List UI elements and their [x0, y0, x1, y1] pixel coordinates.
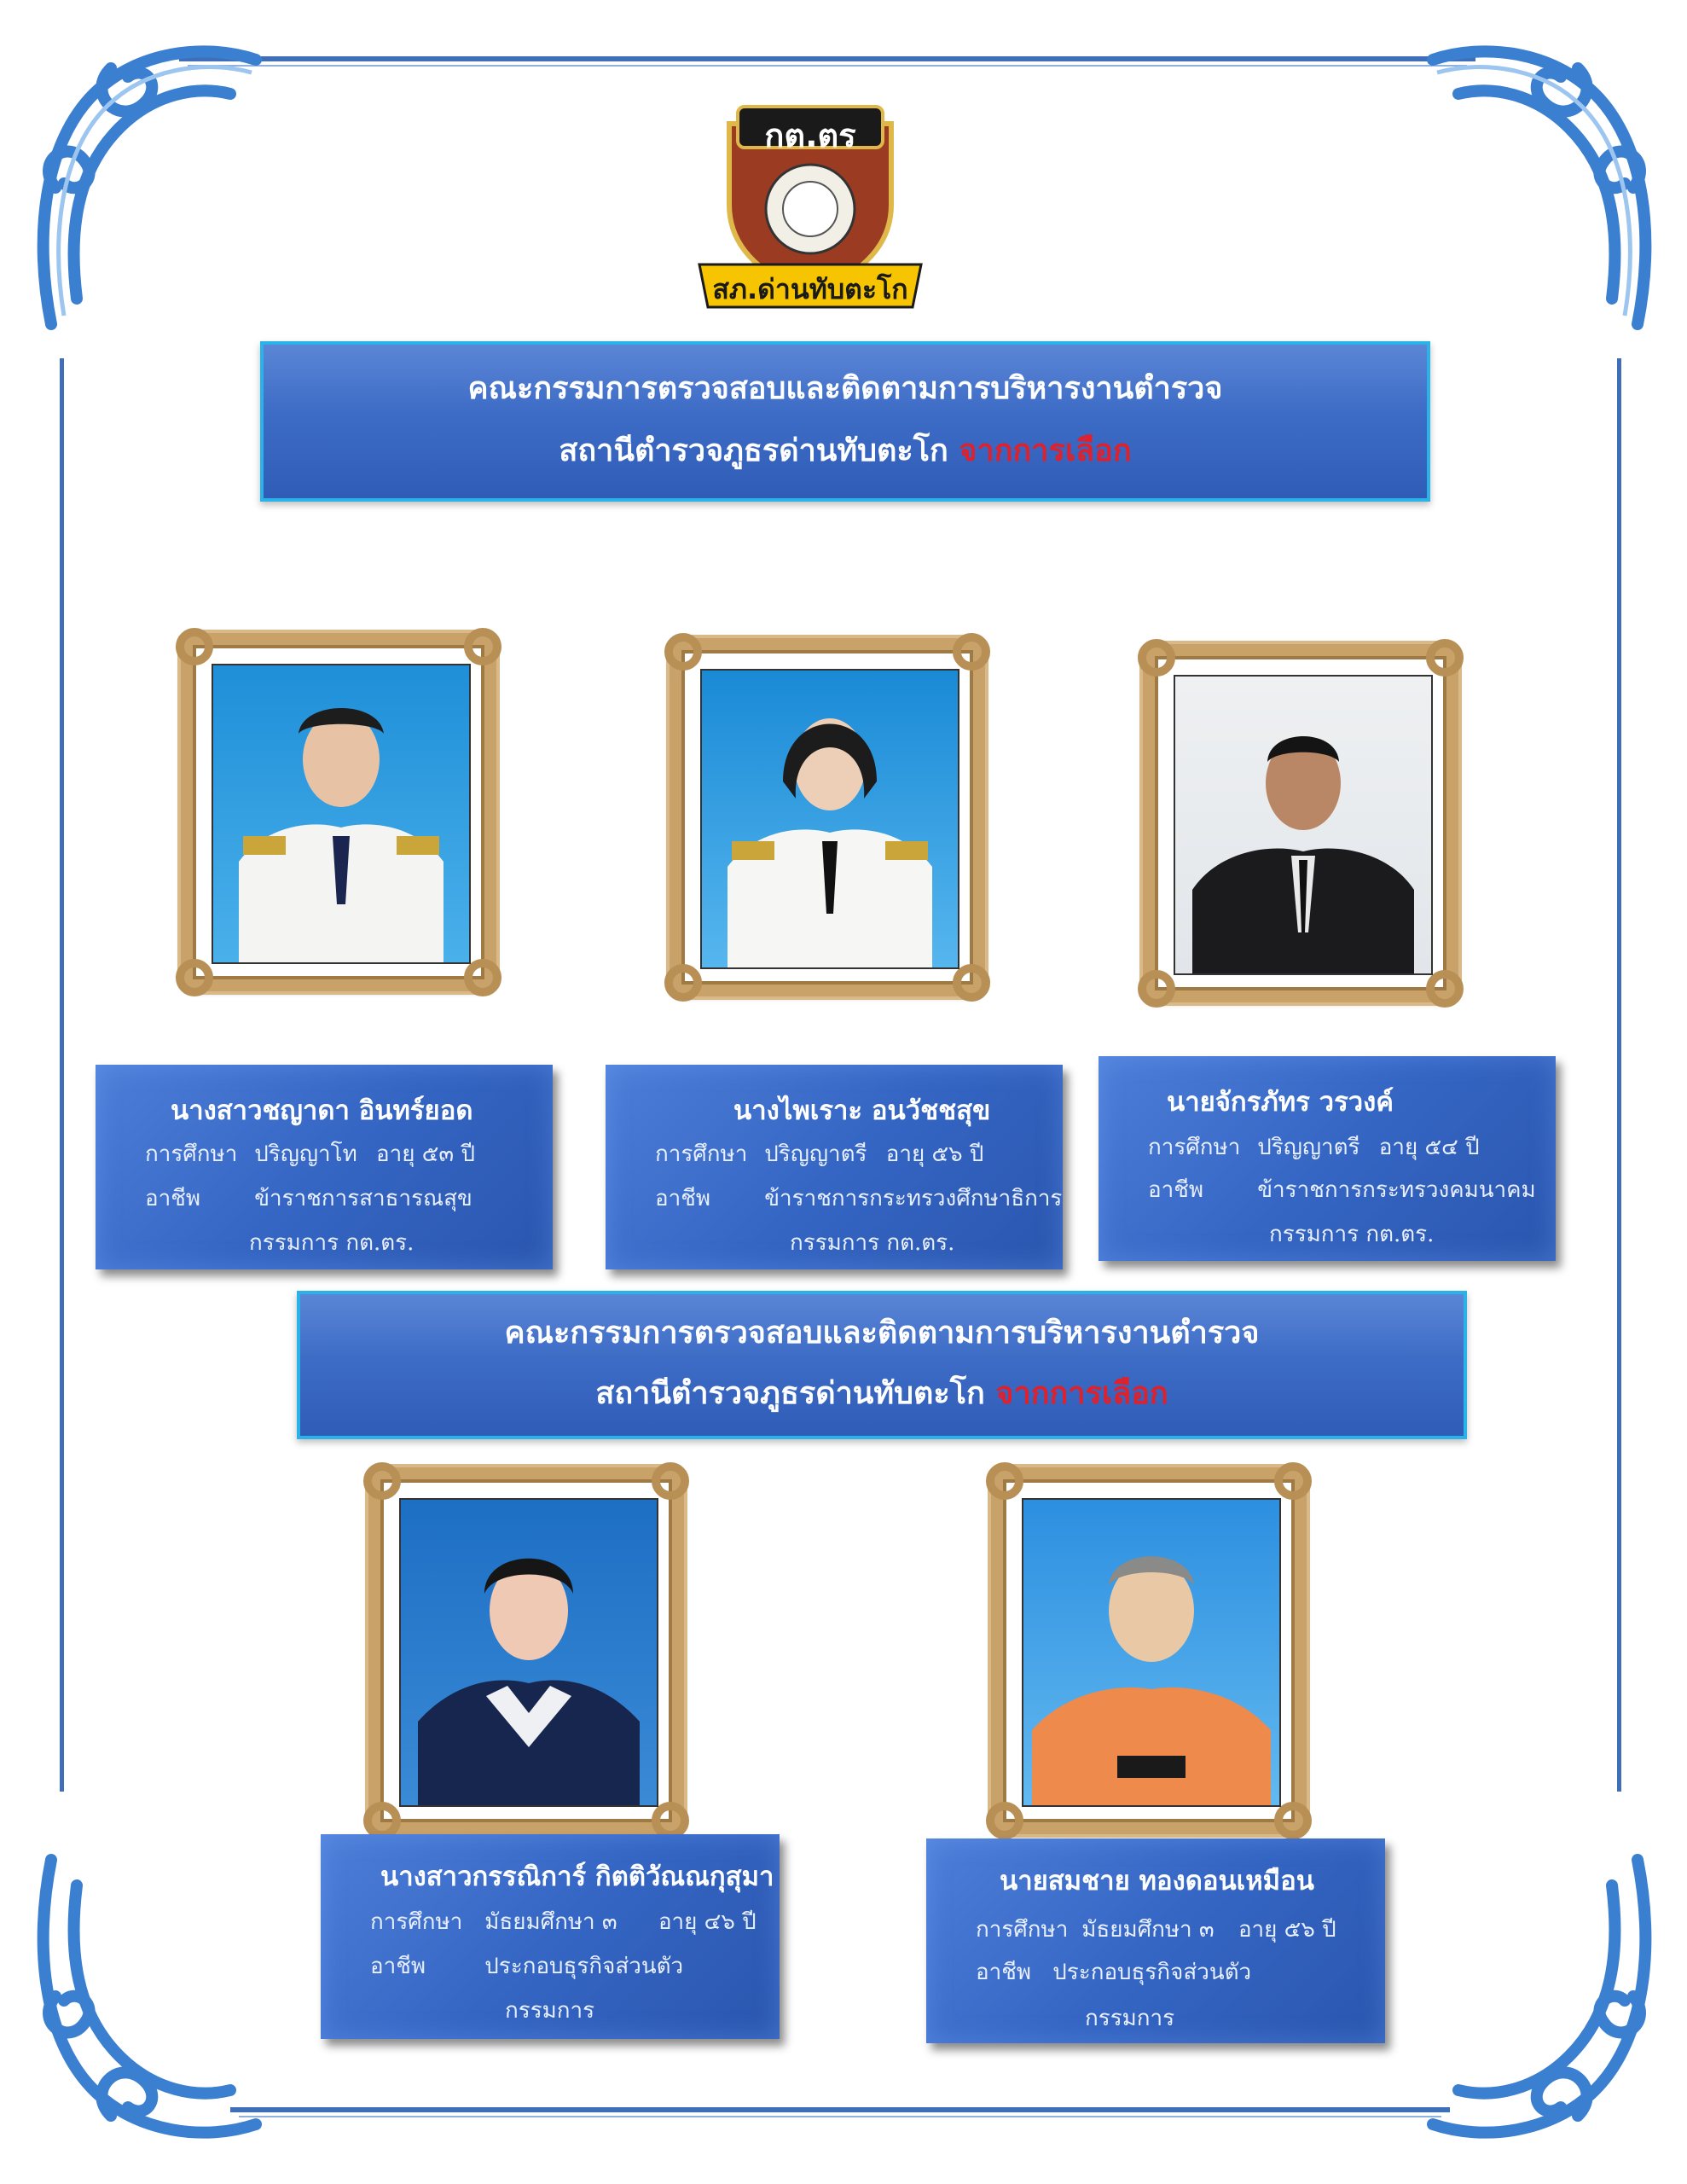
- banner-2-highlight: จากการเลือก: [995, 1375, 1168, 1412]
- banner-2-line-2: [300, 1375, 1464, 1412]
- member-1-job-row: [145, 1181, 472, 1216]
- member-3-job-value: ข้าราชการกระทรวงคมนาคม: [1257, 1177, 1536, 1203]
- member-3-photo: [1174, 675, 1433, 975]
- member-4-job-label: อาชีพ: [370, 1954, 426, 1979]
- member-4-job-value: ประกอบธุรกิจส่วนตัว: [484, 1954, 684, 1979]
- page-border-bottom: [230, 2107, 1450, 2112]
- member-5-education-value: มัธยมศึกษา ๓: [1081, 1917, 1215, 1943]
- photo-frame-4: [368, 1467, 684, 1834]
- member-card-4: [321, 1834, 780, 2039]
- member-3-job-label: อาชีพ: [1148, 1177, 1203, 1203]
- member-5-photo: [1022, 1498, 1281, 1807]
- member-5-name: นายสมชาย ทองดอนเหมือน: [1000, 1866, 1314, 1896]
- member-1-job-label: อาชีพ: [145, 1186, 200, 1211]
- member-2-photo: [700, 669, 959, 969]
- member-4-education-value: มัธยมศึกษา ๓: [484, 1909, 617, 1935]
- page-border-bottom-inner: [239, 2116, 1441, 2117]
- banner-1-line-2: [264, 433, 1427, 469]
- member-card-3: [1099, 1056, 1556, 1261]
- member-3-job-row: [1148, 1172, 1536, 1207]
- member-4-age: อายุ ๔๖ ปี: [658, 1909, 757, 1935]
- member-1-photo: [212, 664, 471, 964]
- member-2-name: นางไพเราะ อนวัชชสุข: [733, 1095, 991, 1126]
- member-3-education-row: [1148, 1130, 1480, 1165]
- member-card-1: [96, 1065, 553, 1269]
- logo-bottom-text: สภ.ด่านทับตะโก: [712, 273, 908, 305]
- member-5-job-value: ประกอบธุรกิจส่วนตัว: [1052, 1960, 1252, 1985]
- page-border-right: [1617, 358, 1621, 1792]
- member-5-role: กรรมการ: [1085, 2006, 1175, 2031]
- committee-banner-2: [297, 1291, 1467, 1439]
- member-1-role: กรรมการ กต.ตร.: [249, 1230, 415, 1256]
- member-4-role: กรรมการ: [505, 1998, 595, 2024]
- member-2-education-value: ปริญญาตรี: [764, 1141, 867, 1167]
- banner-1-highlight: จากการเลือก: [959, 433, 1132, 469]
- member-3-age: อายุ ๕๔ ปี: [1378, 1135, 1480, 1160]
- member-5-education-label: การศึกษา: [976, 1917, 1069, 1943]
- page-border-top-inner: [188, 65, 1467, 67]
- corner-ornament-bottom-right: [1416, 1843, 1672, 2167]
- member-4-name: นางสาวกรรณิการ์ กิตติวัณณกุสุมา: [380, 1862, 774, 1892]
- photo-frame-3: [1143, 644, 1458, 1002]
- member-1-education-row: [145, 1136, 475, 1171]
- banner-2-line-1: คณะกรรมการตรวจสอบและติดตามการบริหารงานตำรวจ: [504, 1315, 1260, 1350]
- member-1-education-label: การศึกษา: [145, 1141, 238, 1167]
- banner-1-station: สถานีตำรวจภูธรด่านทับตะโก: [559, 433, 948, 469]
- photo-frame-2: [670, 638, 985, 996]
- member-4-education-row: [370, 1904, 757, 1939]
- member-3-education-label: การศึกษา: [1148, 1135, 1241, 1160]
- member-2-job-label: อาชีพ: [655, 1186, 710, 1211]
- member-1-job-value: ข้าราชการสาธารณสุข: [254, 1186, 472, 1211]
- member-1-name: นางสาวชญาดา อินทร์ยอด: [171, 1095, 473, 1126]
- member-3-name: นายจักรภัทร วรวงค์: [1167, 1087, 1394, 1118]
- member-4-job-row: [370, 1949, 683, 1984]
- member-2-job-value: ข้าราชการกระทรวงศึกษาธิการ: [764, 1186, 1063, 1211]
- banner-2-station: สถานีตำรวจภูธรด่านทับตะโก: [595, 1375, 985, 1412]
- member-card-5: [926, 1838, 1385, 2043]
- member-2-age: อายุ ๕๖ ปี: [885, 1141, 984, 1167]
- corner-ornament-bottom-left: [17, 1843, 273, 2167]
- photo-frame-5: [991, 1467, 1307, 1834]
- page-border-top: [179, 56, 1475, 61]
- committee-banner-1: [260, 341, 1430, 502]
- member-4-education-label: การศึกษา: [370, 1909, 463, 1935]
- member-card-2: [606, 1065, 1063, 1269]
- member-2-education-row: [655, 1136, 983, 1171]
- member-1-age: อายุ ๕๓ ปี: [376, 1141, 475, 1167]
- member-5-age: อายุ ๕๖ ปี: [1238, 1917, 1336, 1943]
- member-1-education-value: ปริญญาโท: [254, 1141, 357, 1167]
- member-5-education-row: [976, 1912, 1336, 1947]
- logo-top-text: กต.ตร: [764, 117, 856, 154]
- member-5-job-row: [976, 1955, 1251, 1989]
- member-2-job-row: [655, 1181, 1062, 1216]
- corner-ornament-top-left: [17, 17, 273, 341]
- member-2-role: กรรมการ กต.ตร.: [790, 1230, 955, 1256]
- page-border-left: [60, 358, 64, 1792]
- photo-frame-1: [181, 633, 496, 991]
- banner-1-line-1: คณะกรรมการตรวจสอบและติดตามการบริหารงานตำรวจ: [467, 370, 1223, 406]
- member-5-job-label: อาชีพ: [976, 1960, 1031, 1985]
- member-2-education-label: การศึกษา: [655, 1141, 748, 1167]
- member-4-photo: [399, 1498, 658, 1807]
- member-3-education-value: ปริญญาตรี: [1257, 1135, 1360, 1160]
- member-3-role: กรรมการ กต.ตร.: [1269, 1222, 1435, 1247]
- corner-ornament-top-right: [1416, 17, 1672, 341]
- police-logo: [682, 102, 938, 316]
